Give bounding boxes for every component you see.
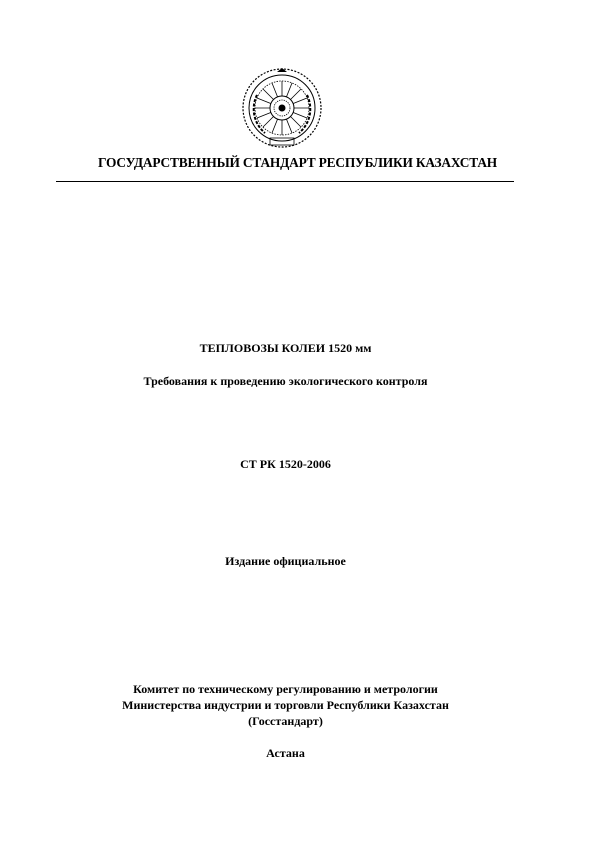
edition-label: Издание официальное	[225, 554, 346, 568]
publisher-line-3: (Госстандарт)	[248, 714, 323, 728]
kazakhstan-state-emblem-icon	[241, 67, 323, 149]
publisher-line-1: Комитет по техническому регулированию и метрологии	[133, 682, 438, 696]
header-title: ГОСУДАРСТВЕННЫЙ СТАНДАРТ РЕСПУБЛИКИ КАЗАХСТАН	[97, 155, 498, 170]
publisher-block	[0, 681, 571, 729]
header-divider	[56, 181, 514, 182]
document-subtitle: Требования к проведению экологического контроля	[143, 374, 428, 388]
publication-city: Астана	[266, 746, 305, 760]
document-title: ТЕПЛОВОЗЫ КОЛЕИ 1520 мм	[199, 341, 372, 355]
publisher-line-2: Министерства индустрии и торговли Республики Казахстан	[122, 698, 449, 712]
document-number: СТ РК 1520-2006	[240, 457, 331, 471]
